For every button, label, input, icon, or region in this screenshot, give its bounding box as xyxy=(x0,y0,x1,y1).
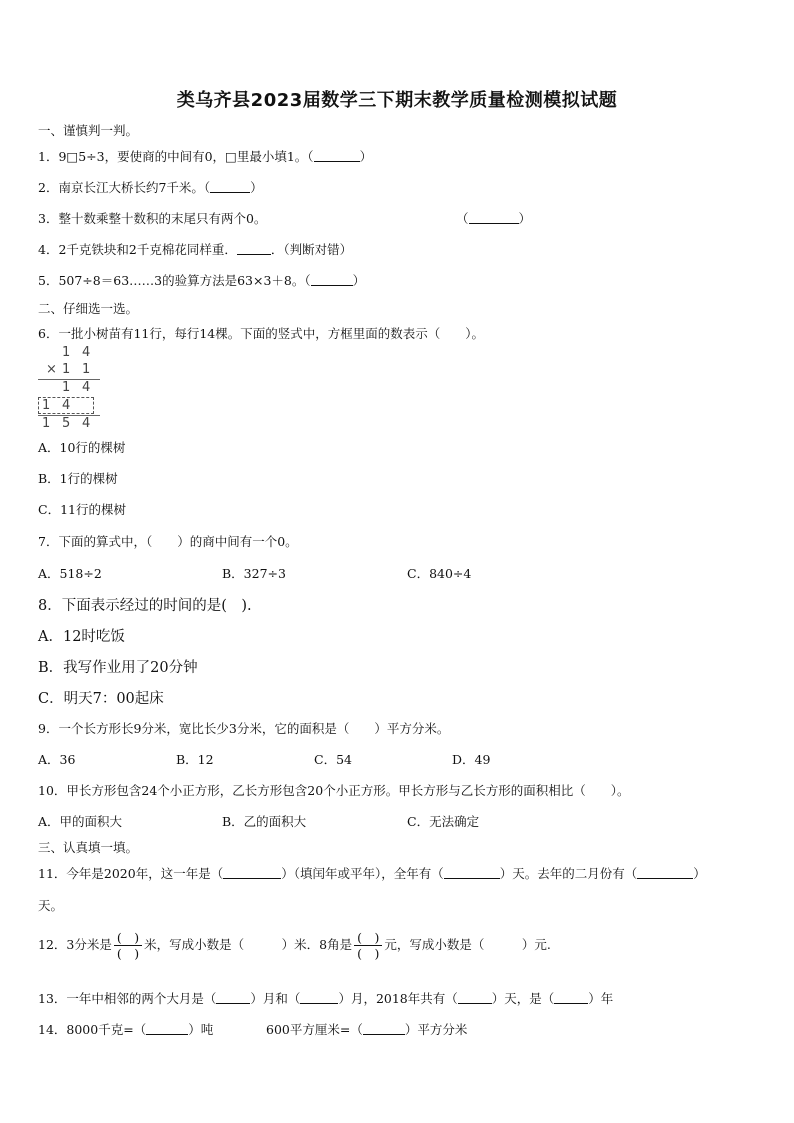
question-2-end: ） xyxy=(250,180,263,195)
question-4 xyxy=(38,240,352,258)
question-4-end: ．（判断对错） xyxy=(270,242,353,257)
answer-blank[interactable] xyxy=(300,991,338,1004)
calc-digit: 1 xyxy=(42,398,51,413)
question-3 xyxy=(38,209,266,227)
answer-blank[interactable] xyxy=(210,180,250,193)
option-9b[interactable]: B．12 xyxy=(176,752,214,767)
calc-digit: 1 xyxy=(62,345,71,360)
option-10c[interactable]: C．无法确定 xyxy=(407,814,480,829)
section-heading-2: 二、仔细选一选。 xyxy=(38,301,139,316)
question-12 xyxy=(38,930,551,961)
option-9d[interactable]: D．49 xyxy=(452,752,491,767)
answer-blank[interactable] xyxy=(554,991,588,1004)
question-2-text: 2．南京长江大桥长约7千米。（ xyxy=(38,180,211,195)
option-6b[interactable]: B．1行的棵树 xyxy=(38,471,118,486)
option-10a[interactable]: A．甲的面积大 xyxy=(38,814,123,829)
calc-digit: 5 xyxy=(62,416,71,431)
question-2 xyxy=(38,178,263,196)
option-8a[interactable]: A．12时吃饭 xyxy=(38,629,125,645)
question-6: 6．一批小树苗有11行，每行14棵。下面的竖式中，方框里面的数表示（ ）。 xyxy=(38,326,485,341)
fraction-denominator: ( ) xyxy=(116,946,140,961)
question-11-text: 11．今年是2020年，这一年是（ xyxy=(38,866,224,881)
calc-digit: 1 xyxy=(42,416,51,431)
question-9: 9．一个长方形长9分米，宽比长少3分米，它的面积是（ ）平方分米。 xyxy=(38,721,450,736)
section-heading-3: 三、认真填一填。 xyxy=(38,840,139,855)
question-5-end: ） xyxy=(352,273,366,288)
question-11 xyxy=(38,864,706,882)
option-7a[interactable]: A．518÷2 xyxy=(38,566,102,581)
question-13 xyxy=(38,989,613,1007)
answer-blank[interactable] xyxy=(223,866,281,879)
option-9c[interactable]: C．54 xyxy=(314,752,352,767)
question-14-text: 600平方厘米=（ xyxy=(266,1022,363,1037)
vertical-multiplication xyxy=(38,345,108,431)
answer-blank[interactable] xyxy=(237,242,271,255)
fraction-blank[interactable] xyxy=(354,930,382,961)
question-11-text: ）天。去年的二月份有（ xyxy=(499,866,638,881)
question-13-text: ）天，是（ xyxy=(491,991,555,1006)
option-8b[interactable]: B．我写作业用了20分钟 xyxy=(38,660,198,676)
multiply-sign: × xyxy=(46,362,57,377)
question-3-end: ） xyxy=(518,211,532,226)
question-14-text: ）吨 xyxy=(188,1022,214,1037)
question-7: 7．下面的算式中，（ ）的商中间有一个0。 xyxy=(38,534,298,549)
question-14-text: 14．8000千克=（ xyxy=(38,1022,147,1037)
answer-blank[interactable] xyxy=(444,866,500,879)
answer-blank[interactable] xyxy=(146,1022,188,1035)
option-8c[interactable]: C．明天7：00起床 xyxy=(38,691,164,707)
question-12-text: 12．3分米是 xyxy=(38,937,112,952)
calc-digit: 4 xyxy=(82,345,91,360)
answer-blank[interactable] xyxy=(637,866,693,879)
question-1-end: ） xyxy=(359,149,373,164)
option-9a[interactable]: A．36 xyxy=(38,752,76,767)
answer-blank[interactable] xyxy=(311,273,353,286)
calc-digit: 4 xyxy=(82,416,91,431)
calc-digit: 1 xyxy=(62,362,71,377)
option-6c[interactable]: C．11行的棵树 xyxy=(38,502,126,517)
question-13-text: ）月，2018年共有（ xyxy=(338,991,458,1006)
question-12-text: 元，写成小数是（ ）元. xyxy=(384,937,551,952)
answer-blank[interactable] xyxy=(458,991,492,1004)
option-7c[interactable]: C．840÷4 xyxy=(407,566,472,581)
question-11-text: ） xyxy=(693,866,706,881)
question-3-paren: （ xyxy=(456,211,469,226)
question-3-text: 3．整十数乘整十数积的末尾只有两个0。 xyxy=(38,211,267,226)
question-14-part2 xyxy=(266,1020,467,1038)
question-4-text: 4．2千克铁块和2千克棉花同样重． xyxy=(38,242,237,257)
calc-digit: 1 xyxy=(82,362,91,377)
page-title: 类乌齐县2023届数学三下期末教学质量检测模拟试题 xyxy=(176,90,618,111)
answer-blank[interactable] xyxy=(363,1022,405,1035)
fraction-denominator: ( ) xyxy=(357,946,380,961)
option-10b[interactable]: B．乙的面积大 xyxy=(222,814,307,829)
question-14 xyxy=(38,1020,213,1038)
fraction-numerator: ( ) xyxy=(114,930,142,946)
question-3-answer xyxy=(456,209,531,227)
question-1-text: 1．9□5÷3，要使商的中间有0，□里最小填1。（ xyxy=(38,149,314,164)
question-11-continued: 天。 xyxy=(38,898,64,913)
section-heading-1: 一、谨慎判一判。 xyxy=(38,123,139,138)
question-14-text: ）平方分米 xyxy=(404,1022,468,1037)
question-13-text: ）月和（ xyxy=(250,991,301,1006)
option-7b[interactable]: B．327÷3 xyxy=(222,566,286,581)
question-5-text: 5．507÷8＝63……3的验算方法是63×3＋8。（ xyxy=(38,273,311,288)
option-6a[interactable]: A．10行的棵树 xyxy=(38,440,126,455)
question-13-text: 13．一年中相邻的两个大月是（ xyxy=(38,991,217,1006)
question-5 xyxy=(38,271,365,289)
question-8: 8．下面表示经过的时间的是( ). xyxy=(38,598,252,614)
fraction-numerator: ( ) xyxy=(354,930,382,946)
calc-digit: 4 xyxy=(82,380,91,395)
question-10: 10．甲长方形包含24个小正方形，乙长方形包含20个小正方形。甲长方形与乙长方形的面积相比（ ）。 xyxy=(38,783,630,798)
answer-blank[interactable] xyxy=(469,211,519,224)
calc-digit: 4 xyxy=(62,398,71,413)
question-13-text: ）年 xyxy=(588,991,614,1006)
answer-blank[interactable] xyxy=(314,149,360,162)
fraction-blank[interactable] xyxy=(114,930,142,961)
answer-blank[interactable] xyxy=(216,991,250,1004)
question-12-text: 米，写成小数是（ ）米．8角是 xyxy=(144,937,353,952)
question-11-text: ）（填闰年或平年），全年有（ xyxy=(281,866,444,881)
question-1 xyxy=(38,147,372,165)
calc-digit: 1 xyxy=(62,380,71,395)
